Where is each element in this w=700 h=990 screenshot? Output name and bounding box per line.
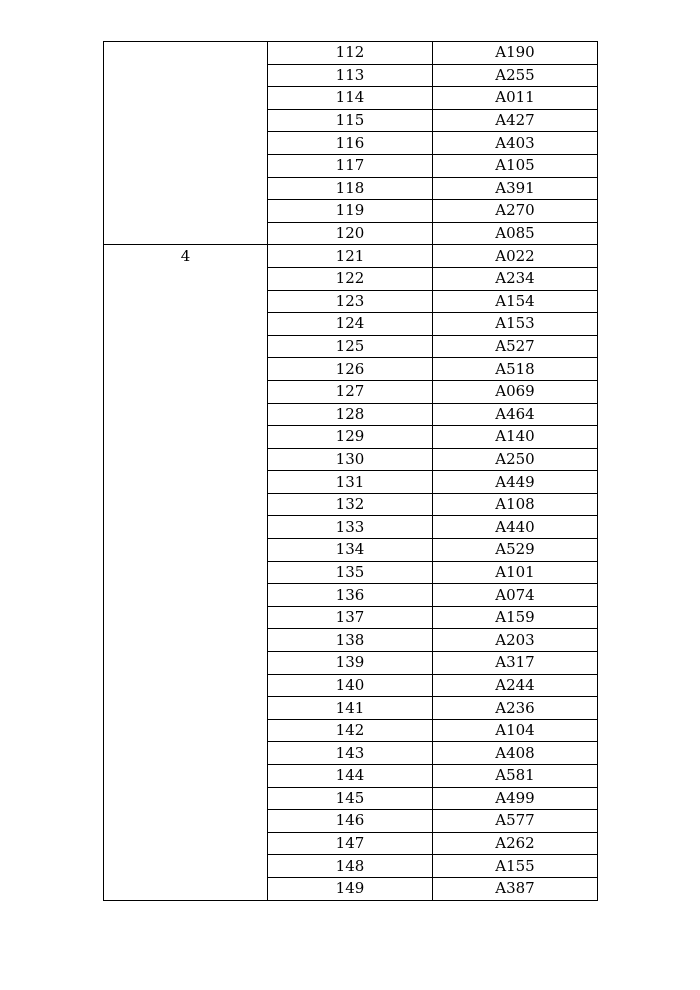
number-cell: 115 [268,109,433,132]
number-cell: 117 [268,154,433,177]
code-cell: A577 [433,810,598,833]
number-cell: 126 [268,358,433,381]
code-cell: A236 [433,697,598,720]
code-cell: A011 [433,87,598,110]
number-cell: 113 [268,64,433,87]
code-cell: A317 [433,652,598,675]
number-cell: 131 [268,471,433,494]
number-cell: 129 [268,426,433,449]
code-cell: A581 [433,765,598,788]
code-cell: A203 [433,629,598,652]
code-cell: A140 [433,426,598,449]
number-cell: 135 [268,561,433,584]
group-cell: 4 [104,245,268,900]
number-cell: 136 [268,584,433,607]
number-cell: 143 [268,742,433,765]
code-cell: A105 [433,154,598,177]
number-cell: 128 [268,403,433,426]
code-cell: A250 [433,448,598,471]
number-cell: 120 [268,222,433,245]
number-cell: 122 [268,267,433,290]
code-cell: A440 [433,516,598,539]
number-cell: 142 [268,719,433,742]
number-cell: 116 [268,132,433,155]
code-cell: A085 [433,222,598,245]
code-cell: A499 [433,787,598,810]
number-cell: 118 [268,177,433,200]
number-cell: 140 [268,674,433,697]
number-cell: 134 [268,539,433,562]
number-cell: 138 [268,629,433,652]
code-cell: A069 [433,380,598,403]
number-cell: 149 [268,877,433,900]
code-cell: A427 [433,109,598,132]
number-cell: 141 [268,697,433,720]
code-cell: A190 [433,42,598,65]
number-cell: 121 [268,245,433,268]
number-cell: 119 [268,200,433,223]
code-cell: A074 [433,584,598,607]
code-cell: A518 [433,358,598,381]
number-cell: 124 [268,313,433,336]
number-cell: 112 [268,42,433,65]
assignment-table [103,41,598,901]
number-cell: 127 [268,380,433,403]
code-cell: A234 [433,267,598,290]
code-cell: A464 [433,403,598,426]
number-cell: 132 [268,493,433,516]
code-cell: A022 [433,245,598,268]
number-cell: 144 [268,765,433,788]
code-cell: A159 [433,606,598,629]
number-cell: 130 [268,448,433,471]
number-cell: 114 [268,87,433,110]
code-cell: A529 [433,539,598,562]
number-cell: 125 [268,335,433,358]
number-cell: 133 [268,516,433,539]
code-cell: A270 [433,200,598,223]
number-cell: 145 [268,787,433,810]
code-cell: A154 [433,290,598,313]
code-cell: A527 [433,335,598,358]
code-cell: A104 [433,719,598,742]
code-cell: A408 [433,742,598,765]
code-cell: A391 [433,177,598,200]
table-row [104,42,598,65]
number-cell: 137 [268,606,433,629]
number-cell: 139 [268,652,433,675]
code-cell: A155 [433,855,598,878]
number-cell: 146 [268,810,433,833]
code-cell: A244 [433,674,598,697]
code-cell: A153 [433,313,598,336]
code-cell: A101 [433,561,598,584]
code-cell: A262 [433,832,598,855]
number-cell: 148 [268,855,433,878]
table-row [104,245,598,268]
group-cell [104,42,268,245]
code-cell: A108 [433,493,598,516]
number-cell: 123 [268,290,433,313]
code-cell: A403 [433,132,598,155]
code-cell: A449 [433,471,598,494]
number-cell: 147 [268,832,433,855]
table-body [104,42,598,901]
code-cell: A387 [433,877,598,900]
code-cell: A255 [433,64,598,87]
